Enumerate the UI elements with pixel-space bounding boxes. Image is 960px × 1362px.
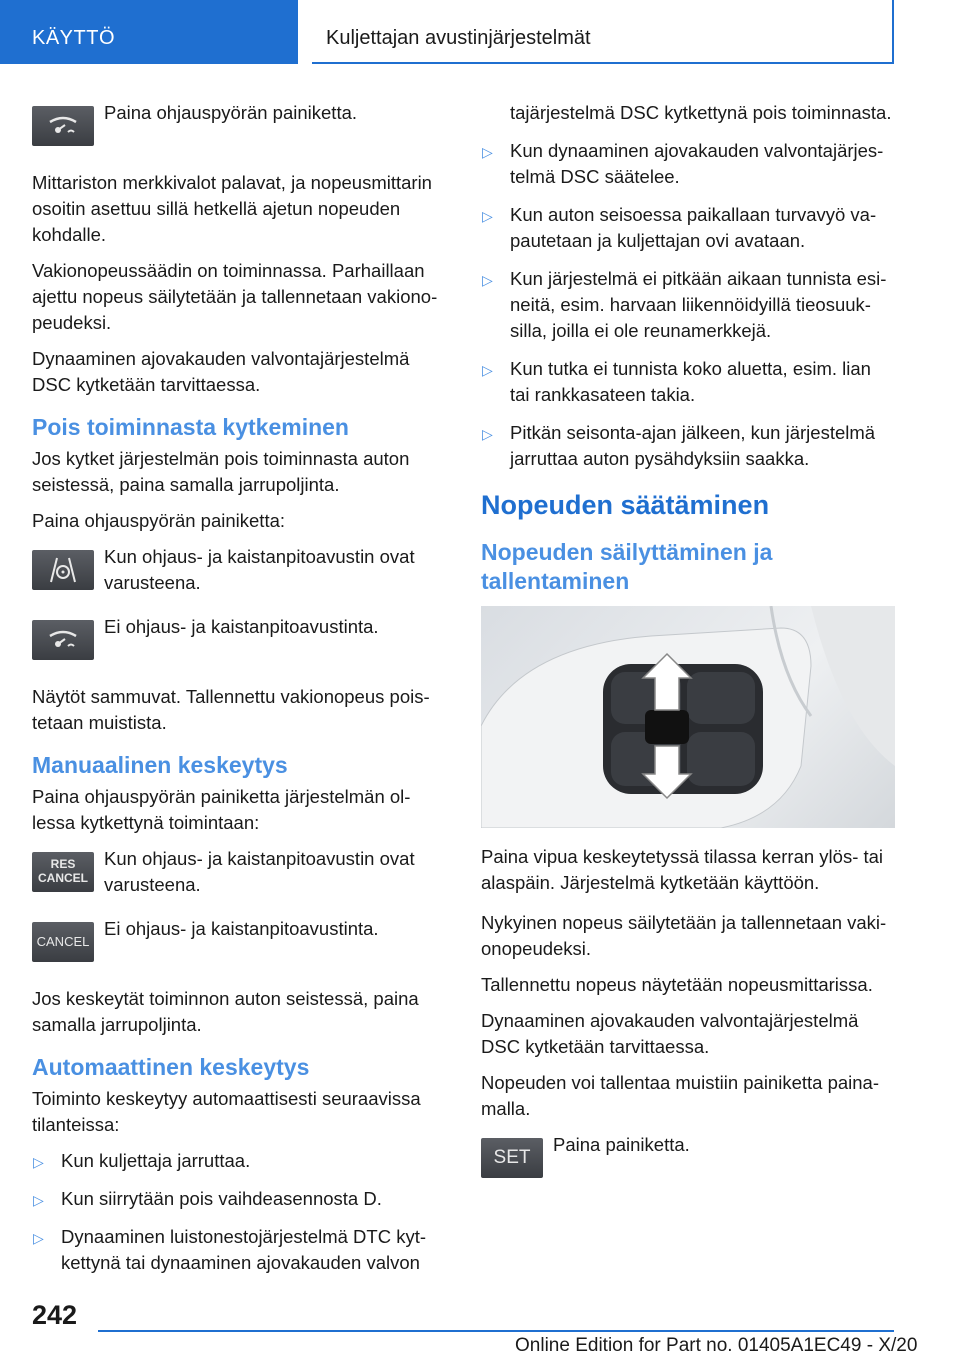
auto-interrupt-list xyxy=(32,1148,446,1276)
list-item-text: Kun tutka ei tunnista koko aluetta, esim. lian tai rankkasateen takia. xyxy=(510,358,871,405)
list-item-text: Pitkän seisonta-ajan jälkeen, kun järjestelmä jarruttaa auton pysähdyksiin saakka. xyxy=(510,422,876,469)
heading-switch-off: Pois toiminnasta kytkeminen xyxy=(32,414,349,440)
list-item xyxy=(481,138,895,190)
set-button-icon xyxy=(481,1138,543,1178)
cancel-label: CANCEL xyxy=(36,934,90,949)
paragraph: Jos kytket järjestelmän pois toiminnasta auton seistessä, paina samalla jarrupoljinta. xyxy=(32,448,410,495)
list-item xyxy=(481,420,895,472)
cruise-control-icon xyxy=(32,620,94,660)
list-item xyxy=(32,1186,446,1212)
triangle-bullet-icon: ▷ xyxy=(33,1154,44,1170)
paragraph: Mittariston merkkivalot palavat, ja nopeusmittarin osoitin asettuu sillä hetkellä ajetun nopeuden kohdalle. xyxy=(32,172,432,245)
heading-manual-interrupt: Manuaalinen keskeytys xyxy=(32,752,288,778)
cancel-label: CANCEL xyxy=(38,871,88,885)
paragraph: Tallennettu nopeus näytetään nopeusmittarissa. xyxy=(481,974,873,995)
paragraph: Paina ohjauspyörän painiketta järjestelmän ollessa kytkettynä toimintaan: xyxy=(32,786,411,833)
heading-keep-store: Nopeuden säilyttäminen ja tallentaminen xyxy=(481,539,773,594)
icon-description: Ei ohjaus- ja kaistanpitoavustinta. xyxy=(104,918,379,939)
paragraph: Jos keskeytät toiminnon auton seistessä, paina samalla jarrupoljinta. xyxy=(32,988,419,1035)
icon-description: Kun ohjaus- ja kaistanpitoavustin ovat varusteena. xyxy=(104,546,415,593)
cruise-button-row xyxy=(32,100,446,156)
paragraph: Vakionopeussäädin on toiminnassa. Parhaillaan ajettu nopeus säilytetään ja tallennetaan vakionopeudeksi. xyxy=(32,260,438,333)
icon-description: Paina painiketta. xyxy=(553,1134,690,1155)
icon-row-set xyxy=(481,1132,895,1188)
header-section-tab xyxy=(0,0,298,64)
right-column xyxy=(481,100,895,1202)
steering-wheel-controls-image xyxy=(481,606,895,828)
list-item-text: Kun järjestelmä ei pitkään aikaan tunnista esineitä, esim. harvaan liikennöidyillä tieosuuksilla, joilla ei ole reunamerkkejä. xyxy=(510,268,887,341)
list-item-text: Kun siirrytään pois vaihdeasennosta D. xyxy=(61,1188,382,1209)
heading-auto-interrupt: Automaattinen keskeytys xyxy=(32,1054,310,1080)
lane-assist-icon xyxy=(32,550,94,590)
res-cancel-button-icon xyxy=(32,852,94,892)
list-item xyxy=(481,356,895,408)
cancel-button-icon xyxy=(32,922,94,962)
footer-edition: Online Edition for Part no. 01405A1EC49 - X/20 xyxy=(515,1335,918,1356)
paragraph: Toiminto keskeytyy automaattisesti seuraavissa tilanteissa: xyxy=(32,1088,421,1135)
icon-row-no-assist xyxy=(32,614,446,670)
list-item xyxy=(32,1224,446,1276)
list-item-text: Kun kuljettaja jarruttaa. xyxy=(61,1150,251,1171)
paragraph: Nykyinen nopeus säilytetään ja tallennetaan vakionopeudeksi. xyxy=(481,912,887,959)
list-item xyxy=(32,1148,446,1174)
paragraph: tajärjestelmä DSC kytkettynä pois toiminnasta. xyxy=(510,102,892,123)
footer-divider xyxy=(98,1330,894,1332)
list-item-text: Kun auton seisoessa paikallaan turvavyö vapautetaan ja kuljettajan ovi avataan. xyxy=(510,204,877,251)
icon-row-cancel xyxy=(32,916,446,972)
set-label: SET xyxy=(493,1147,531,1168)
triangle-bullet-icon: ▷ xyxy=(482,144,493,160)
auto-interrupt-list-cont xyxy=(481,138,895,472)
triangle-bullet-icon: ▷ xyxy=(33,1230,44,1246)
paragraph: Paina vipua keskeytetyssä tilassa kerran ylös- tai alaspäin. Järjestelmä kytketään käyttöön. xyxy=(481,846,884,893)
triangle-bullet-icon: ▷ xyxy=(482,362,493,378)
paragraph: Dynaaminen ajovakauden valvontajärjestelmä DSC kytketään tarvittaessa. xyxy=(32,348,410,395)
list-item xyxy=(481,202,895,254)
res-label: RES xyxy=(50,857,76,871)
triangle-bullet-icon: ▷ xyxy=(33,1192,44,1208)
list-item-text: Kun dynaaminen ajovakauden valvontajärjestelmä DSC säätelee. xyxy=(510,140,884,187)
header-title: Kuljettajan avustinjärjestelmät xyxy=(326,27,591,49)
triangle-bullet-icon: ▷ xyxy=(482,426,493,442)
icon-description: Ei ohjaus- ja kaistanpitoavustinta. xyxy=(104,616,379,637)
header-section-label: KÄYTTÖ xyxy=(32,27,116,49)
paragraph: Dynaaminen ajovakauden valvontajärjestelmä DSC kytketään tarvittaessa. xyxy=(481,1010,859,1057)
triangle-bullet-icon: ▷ xyxy=(482,272,493,288)
press-instruction: Paina ohjauspyörän painiketta. xyxy=(104,102,358,123)
list-item-text: Dynaaminen luistonestojärjestelmä DTC kytkettynä tai dynaaminen ajovakauden valvon xyxy=(61,1226,427,1273)
page-number: 242 xyxy=(32,1300,78,1330)
paragraph: Nopeuden voi tallentaa muistiin painiketta painamalla. xyxy=(481,1072,880,1119)
paragraph: Paina ohjauspyörän painiketta: xyxy=(32,510,286,531)
left-column xyxy=(32,100,446,1288)
paragraph: Näytöt sammuvat. Tallennettu vakionopeus poistetaan muistista. xyxy=(32,686,430,733)
cruise-control-icon xyxy=(32,106,94,146)
list-item xyxy=(481,266,895,344)
triangle-bullet-icon: ▷ xyxy=(482,208,493,224)
heading-speed-adjust: Nopeuden säätäminen xyxy=(481,490,770,520)
icon-description: Kun ohjaus- ja kaistanpitoavustin ovat varusteena. xyxy=(104,848,415,895)
header-title-box xyxy=(312,0,894,64)
icon-row-assist xyxy=(32,544,446,600)
icon-row-res-cancel xyxy=(32,846,446,902)
